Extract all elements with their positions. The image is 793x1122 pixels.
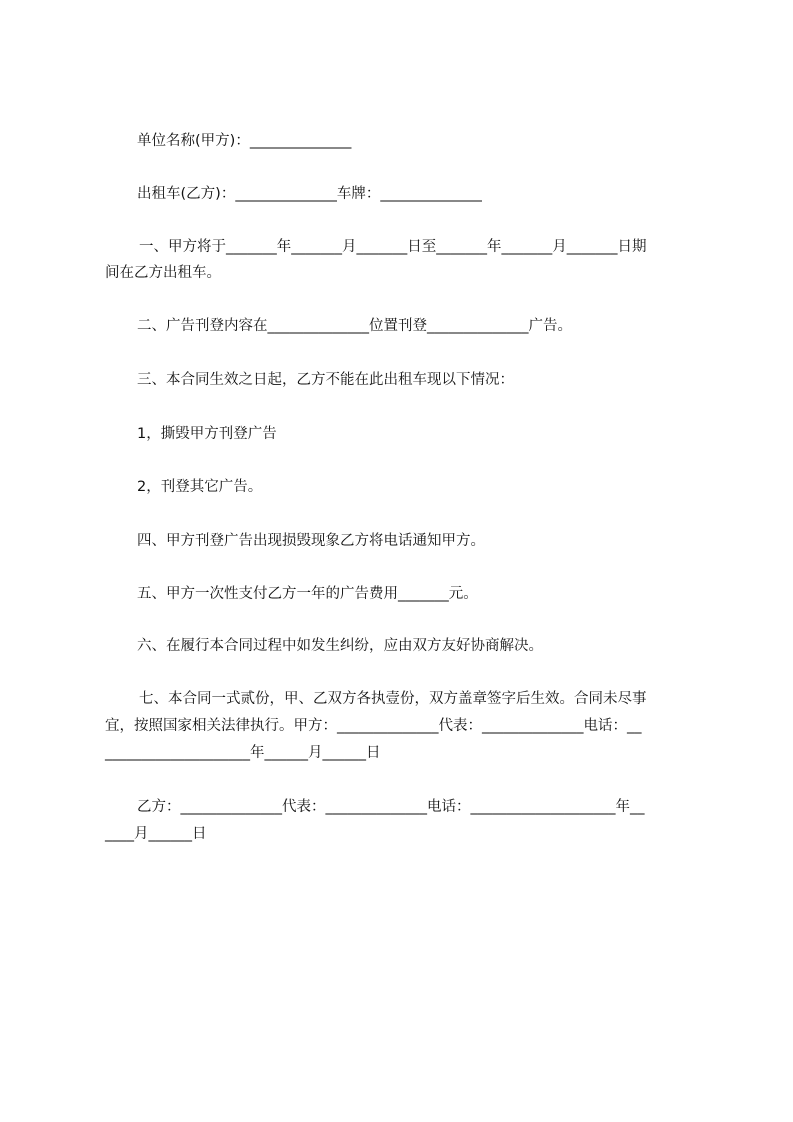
clause-3-item-1: 1，撕毁甲方刊登广告 — [137, 426, 277, 442]
clause-7-line-1: 七、本合同一式贰份，甲、乙双方各执壹份，双方盖章签字后生效。合同未尽事 — [139, 691, 647, 707]
clause-5-line: 五、甲方一次性支付乙方一年的广告费用_______元。 — [137, 586, 478, 602]
taxi-party-b-line: 出租车(乙方)：______________车牌：______________ — [137, 186, 482, 202]
clause-3-item-2: 2，刊登其它广告。 — [137, 479, 263, 495]
clause-7-line-3: ____________________年______月______日 — [105, 745, 381, 761]
party-b-sign-line-1: 乙方：______________代表：______________电话：____________________年__ — [137, 799, 645, 815]
party-a-name-line: 单位名称(甲方)：______________ — [137, 133, 352, 149]
clause-7-line-2: 宜，按照国家相关法律执行。甲方：______________代表：______________电话：__ — [105, 718, 642, 734]
clause-3-line: 三、本合同生效之日起，乙方不能在此出租车现以下情况： — [137, 372, 514, 388]
clause-6-line: 六、在履行本合同过程中如发生纠纷，应由双方友好协商解决。 — [137, 638, 543, 654]
clause-1-line-2: 间在乙方出租车。 — [105, 265, 221, 281]
clause-2-line: 二、广告刊登内容在______________位置刊登______________广告。 — [137, 318, 572, 334]
clause-1-line-1: 一、甲方将于_______年_______月_______日至_______年_______月_______日期 — [139, 239, 647, 255]
party-b-sign-line-2: ____月______日 — [105, 826, 207, 842]
clause-4-line: 四、甲方刊登广告出现损毁现象乙方将电话通知甲方。 — [137, 533, 485, 549]
